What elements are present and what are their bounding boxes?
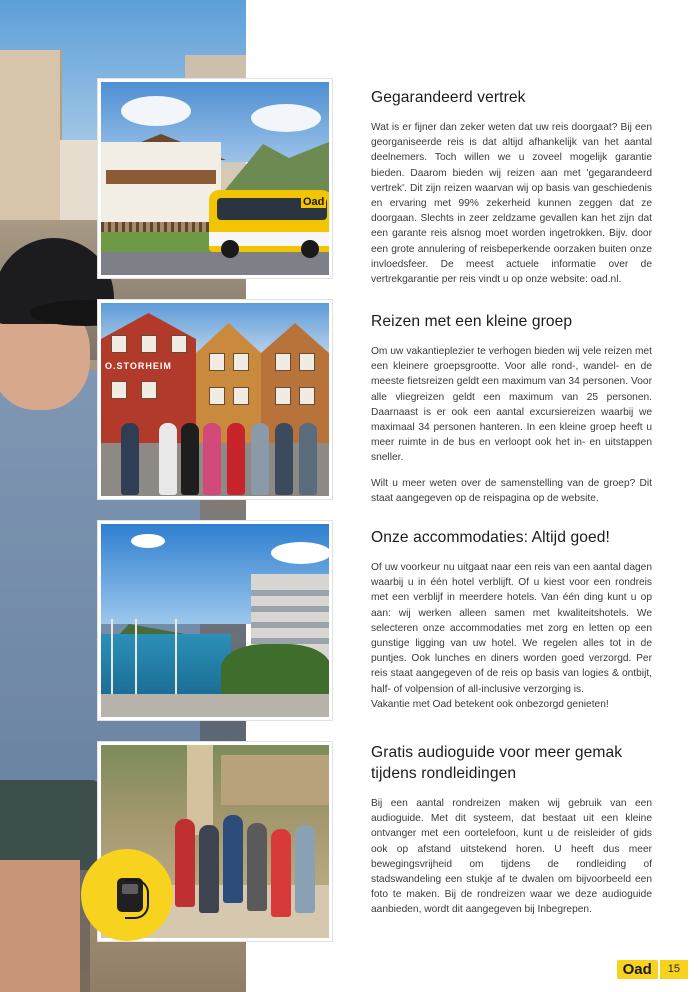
person xyxy=(199,825,219,913)
window xyxy=(209,387,225,405)
quay xyxy=(101,694,329,720)
person xyxy=(159,423,177,495)
window xyxy=(171,335,187,353)
section-small-group xyxy=(371,311,652,506)
photo-coastal-resort xyxy=(98,521,332,720)
cloud xyxy=(251,104,321,132)
section-paragraph: Wat is er fijner dan zeker weten dat uw reis doorgaat? Bij een georganiseerde reis is dat altijd afhankelijk van het aantal deelnemers. Toch willen we u zoveel mogelijk garantie bieden. Daarom bieden wij reizen aan met 'gegarandeerd vertrek'. Dit zijn reizen waarvan wij op basis van geschiedenis en ervaring met 99% zekerheid kunnen zeggen dat ze doorgaan. Slechts in zeer zeldzame gevallen kan het zijn dat een garante reis alsnog moet worden ingetrokken. Bijv. door een grote annulering of reisbeperkende oorzaken buiten onze invloedsfeer. De meest actuele informatie over de vertrekgarantie per reis vindt u op onze website: oad.nl. xyxy=(371,122,652,286)
window xyxy=(275,353,291,371)
section-title: Gratis audioguide voor meer gemak tijdens rondleidingen xyxy=(371,744,623,782)
person xyxy=(121,423,139,495)
page-footer xyxy=(617,960,688,979)
section-paragraph: Wilt u meer weten over de samenstelling van de groep? Dit staat aangegeven op de reispagina op de website. xyxy=(371,477,652,504)
photo-ruins-tour xyxy=(98,742,332,941)
section-paragraph: Of uw voorkeur nu uitgaat naar een reis van een aantal dagen waarbij u in één hotel verblijft. Of u kiest voor een rondreis met een verblijf in meerdere hotels. Van één ding kunt u op aan: wij werken alleen samen met kwaliteitshotels. We selecteren onze accommodaties met zorg en letten op een gunstige ligging van uw hotel. We regelen alles tot in de puntjes. Ook lunches en diners worden goed verzorgd. Per reis staat aangegeven of de reis op basis van logies & ontbijt, half- of volpension of all-inclusive verzorging is. xyxy=(371,562,652,695)
chalet-balcony xyxy=(106,170,216,184)
section-title: Onze accommodaties: Altijd goed! xyxy=(371,529,610,546)
building xyxy=(0,50,62,230)
section-paragraph: Bij een aantal rondreizen maken wij gebruik van een audioguide. Met dit systeem, dat bestaat uit een kleine ontvanger met een oortelefoon, kunt u de reisleider of gids ook op afstand uitstekend horen. U heeft dus meer bewegingsvrijheid om tijdens de rondleiding of stadswandeling een stukje af te dwalen om bijvoorbeeld een foto te maken. Bij de rondreizen waar we deze audioguide aanbieden, wordt dit aangegeven bij Inbegrepen. xyxy=(371,798,652,916)
photo-alpine-bus xyxy=(98,79,332,278)
hotel-floor xyxy=(251,590,331,596)
page-number: 15 xyxy=(660,960,688,979)
oad-logo: Oad xyxy=(617,960,658,979)
window xyxy=(299,387,315,405)
shop-sign: O.STORHEIM xyxy=(105,361,172,371)
traveler-leg xyxy=(0,860,80,992)
section-title: Gegarandeerd vertrek xyxy=(371,89,526,106)
cloud xyxy=(121,96,191,126)
house-red xyxy=(101,313,196,443)
person xyxy=(247,823,267,911)
boat-mast xyxy=(175,619,177,699)
person xyxy=(175,819,195,907)
window xyxy=(141,381,157,399)
cloud xyxy=(131,534,165,548)
person xyxy=(275,423,293,495)
person xyxy=(271,829,291,917)
person xyxy=(203,423,221,495)
window xyxy=(299,353,315,371)
road xyxy=(101,252,329,278)
window xyxy=(209,353,225,371)
person xyxy=(227,423,245,495)
boat-mast xyxy=(111,619,113,699)
person xyxy=(181,423,199,495)
section-audioguide xyxy=(371,742,652,918)
window xyxy=(111,335,127,353)
sea xyxy=(101,634,231,694)
ruin-wall xyxy=(221,755,329,805)
window xyxy=(111,381,127,399)
audioguide-badge xyxy=(81,849,173,941)
boat-mast xyxy=(135,619,137,699)
window xyxy=(141,335,157,353)
window xyxy=(233,353,249,371)
person xyxy=(251,423,269,495)
section-guaranteed-departure xyxy=(371,87,652,287)
person xyxy=(223,815,243,903)
chalet xyxy=(101,142,221,232)
grass xyxy=(101,232,211,254)
earphone-wire-icon xyxy=(125,879,149,919)
traveler-shorts xyxy=(0,780,100,870)
hotel-floor xyxy=(251,622,331,628)
section-paragraph: Vakantie met Oad betekent ook onbezorgd genieten! xyxy=(371,698,609,710)
section-accommodations xyxy=(371,527,652,712)
person xyxy=(299,423,317,495)
window xyxy=(233,387,249,405)
bus-wheel xyxy=(301,240,319,258)
hotel-floor xyxy=(251,606,331,612)
bus-wheel xyxy=(221,240,239,258)
cloud xyxy=(271,542,331,564)
photo-bergen-group xyxy=(98,300,332,499)
section-title: Reizen met een kleine groep xyxy=(371,313,573,330)
person xyxy=(295,825,315,913)
window xyxy=(275,387,291,405)
section-paragraph: Om uw vakantieplezier te verhogen bieden wij vele reizen met een kleinere groepsgrootte. Voor alle rond-, wandel- en de meeste fietsreizen geldt een maximum van 34 personen. Voor alle vliegreizen geldt een maximum van 25 personen. Daarnaast is er ook een aantal excursiereizen waarbij we maximaal 34 personen hanteren. In een kleine groep heeft u meer ruimte in de bus en verloopt ook het in- en uitstappen sneller. xyxy=(371,346,652,464)
bus-logo: Oad xyxy=(303,196,325,208)
